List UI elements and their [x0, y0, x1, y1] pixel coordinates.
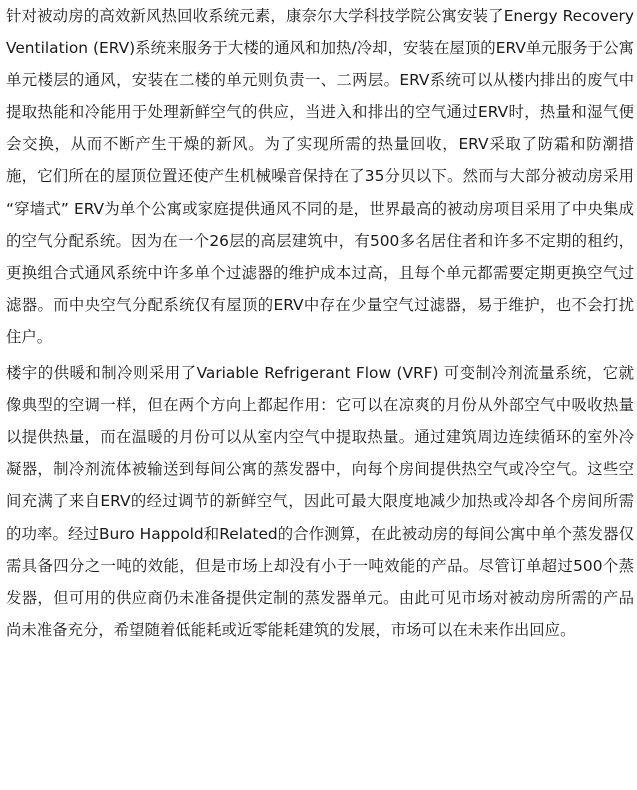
paragraph-erv-ventilation: 针对被动房的高效新风热回收系统元素，康奈尔大学科技学院公寓安装了Energy Recovery Ventilation (ERV)系统来服务于大楼的通风和加热/冷却，安装在屋顶的ERV单元服务于公寓单元楼层的通风，安装在二楼的单元则负责一、二两层。ERV系统可以从楼内排出的废气中提取热能和冷能用于处理新鲜空气的供应，当进入和排出的空气通过ERV时，热量和湿气便会交换，从而不断产生干燥的新风。为了实现所需的热量回收，ERV采取了防霜和防潮措施，它们所在的屋顶位置还使产生机械噪音保持在了35分贝以下。然而与大部分被动房采用 “穿墙式” ERV为单个公寓或家庭提供通风不同的是，世界最高的被动房项目采用了中央集成的空气分配系统。因为在一个26层的高层建筑中，有500多名居住者和许多不定期的租约，更换组合式通风系统中许多单个过滤器的维护成本过高，且每个单元都需要定期更换空气过滤器。而中央空气分配系统仅有屋顶的ERV中存在少量空气过滤器，易于维护，也不会打扰住户。	[6, 7, 634, 346]
article-body	[6, 0, 634, 646]
paragraph-vrf-heating-cooling: 楼宇的供暖和制冷则采用了Variable Refrigerant Flow (VRF) 可变制冷剂流量系统，它就像典型的空调一样，但在两个方向上都起作用：它可以在凉爽的月份从外部空气中吸收热量以提供热量，而在温暖的月份可以从室内空气中提取热量。通过建筑周边连续循环的室外冷凝器，制冷剂流体被输送到每间公寓的蒸发器中，向每个房间提供热空气或冷空气。这些空间充满了来自ERV的经过调节的新鲜空气，因此可最大限度地减少加热或冷却各个房间所需的功率。经过Buro Happold和Related的合作测算，在此被动房的每间公寓中单个蒸发器仅需具备四分之一吨的效能，但是市场上却没有小于一吨效能的产品。尽管订单超过500个蒸发器，但可用的供应商仍未准备提供定制的蒸发器单元。由此可见市场对被动房所需的产品尚未准备充分，希望随着低能耗或近零能耗建筑的发展，市场可以在未来作出回应。	[6, 364, 634, 639]
